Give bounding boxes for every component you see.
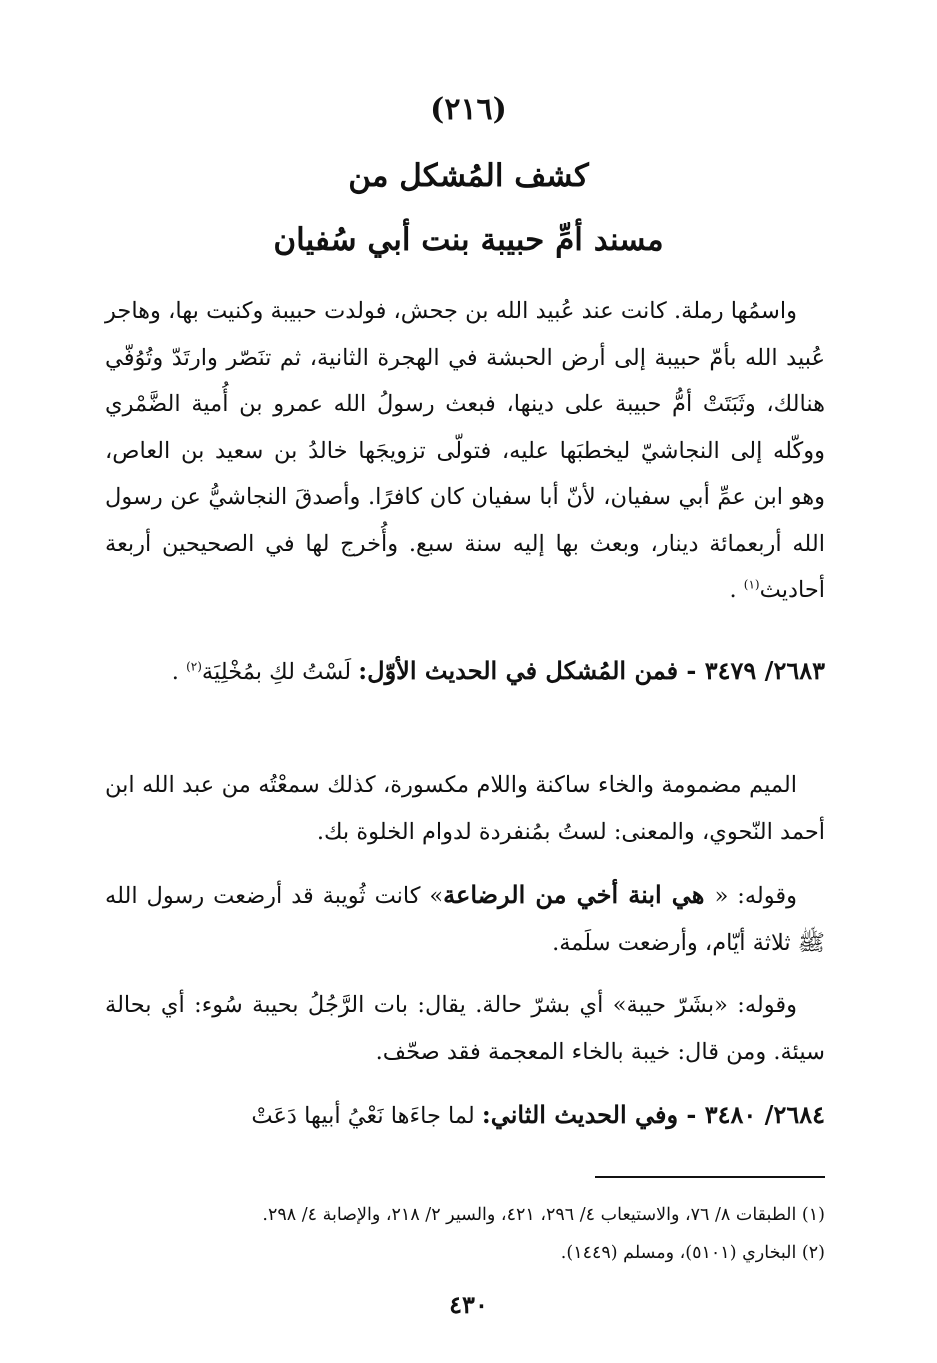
footnote-divider [595,1176,825,1178]
footnote-2: (٢) البخاري (٥١٠١)، ومسلم (١٤٤٩). [560,1243,825,1263]
footnote-1: (١) الطبقات ٨/ ٧٦، والاستيعاب ٤/ ٢٩٦، ٤٢١، والسير ٢/ ٢١٨، والإصابة ٤/ ٢٩٨. [262,1205,825,1225]
hadith-2-heading: وفي الحديث الثاني: [481,1100,687,1129]
hadith-2-number: ٢٦٨٤/ ٣٤٨٠ - [686,1100,825,1129]
huwa-prefix: وقوله: « [714,883,797,909]
hadith-1-number: ٢٦٨٣/ ٣٤٧٩ - [686,656,825,685]
huwa-quote: هي ابنة أخي من الرضاعة [443,880,715,909]
intro-text: واسمُها رملة. كانت عند عُبيد الله بن جحش، فولدت حبيبة وكنيت بها، وهاجر عُبيد الله بأمّ حبيبة إلى أرض الحبشة في الهجرة الثانية، ثم تنَصّر وارتَدّ وتُوُفّي هنالك، وثَبَتَتْ أمُّ حبيبة على دينها، فبعث رسولُ الله عمرو بن أُمية الضَّمْري ووكّله إلى النجاشيّ ليخطبَها عليه، فتولّى تزويجَها خالدُ بن سعيد بن العاص، وهو ابن عمِّ أبي سفيان، لأنّ أبا سفيان كان كافرًا. وأصدقَ النجاشيُّ عن رسول الله أربعمائة دينار، وبعث بها إليه سنة سبع. وأُخرج لها في الصحيحين أربعة أحاديث [105,298,825,603]
hadith-2-text: لما جاءَها نَعْيُ أبيها دَعَتْ [251,1103,482,1129]
hadith-1-end: . [171,659,187,685]
bishr-paragraph [105,982,825,1075]
huwa-suffix: » كانت ثُويبة قد أرضعت رسول الله ﷺ ثلاثة أيّام، وأرضعت سلَمة. [105,883,825,956]
bishr-text: وقوله: «بشَرّ حيبة» أي بشرّ حالة. يقال: بات الرَّجُلُ بحيبة سُوء: أي بحالة سيئة. ومن قال: خيبة بالخاء المعجمة فقد صحّف. [105,992,825,1065]
chapter-number: (٢١٦) [430,92,507,127]
hadith-2-paragraph [105,1092,825,1140]
meem-text: الميم مضمومة والخاء ساكنة واللام مكسورة، كذلك سمعْتُه من عبد الله ابن أحمد النّحوي، والمعنى: لستُ بمُنفردة لدوام الخلوة بك. [105,772,825,845]
hadith-1-paragraph [105,648,825,696]
hadith-1-heading: فمن المُشكل في الحديث الأوّل: [358,656,687,685]
footnotes [105,1196,825,1272]
meem-paragraph [105,762,825,855]
chapter-title-line-2: مسند أمِّ حبيبة بنت أبي سُفيان [273,222,664,258]
page-number: ٤٣٠ [449,1290,488,1319]
chapter-title-line-1: كشف المُشكل من [348,158,589,194]
huwa-paragraph [105,872,825,966]
footnote-mark-2: (٢) [186,659,202,674]
intro-end: . [729,577,744,603]
footnote-mark-1: (١) [743,577,760,592]
intro-paragraph [105,288,825,614]
hadith-1-text: لَسْتُ لكِ بمُخْلِيَة [201,659,359,685]
